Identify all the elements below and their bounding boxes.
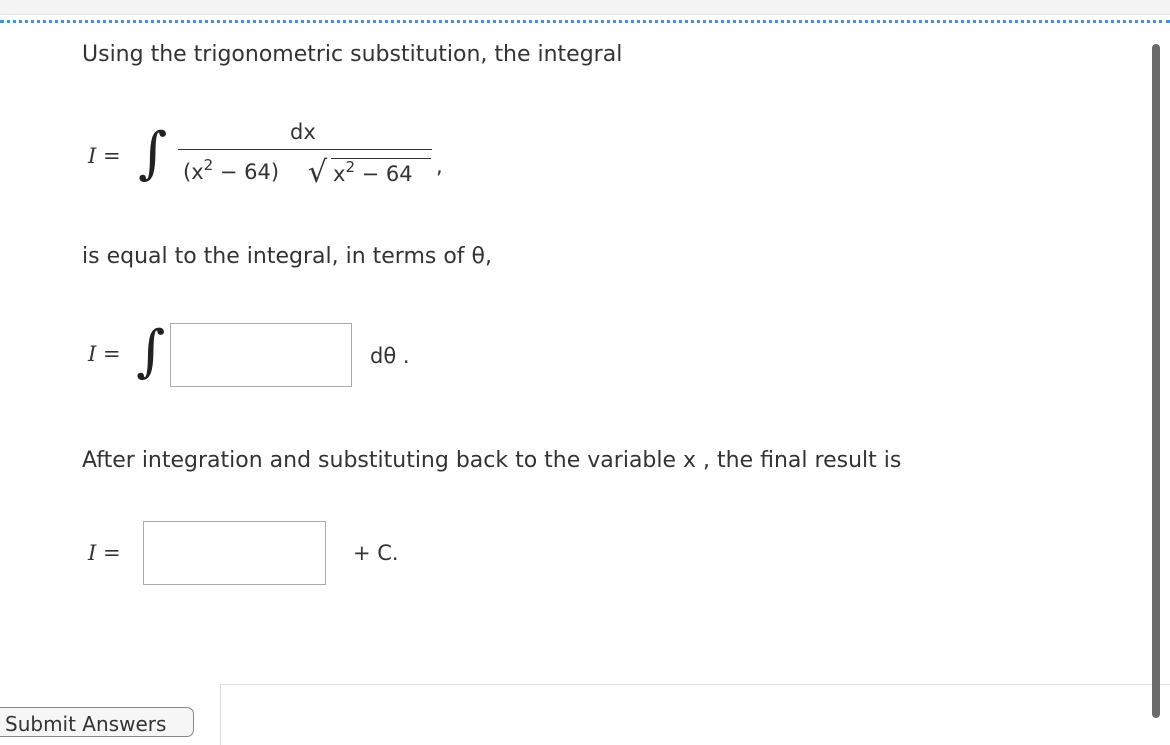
fraction-bar <box>178 149 432 150</box>
dotted-divider <box>0 20 1170 23</box>
sqrt-symbol: √ <box>308 155 328 190</box>
dtheta-suffix: dθ . <box>370 344 410 368</box>
top-toolbar-strip <box>0 0 1170 15</box>
theta-integrand-input[interactable] <box>170 323 352 387</box>
integral-label-1: I = <box>88 144 121 168</box>
feedback-panel <box>220 684 1170 745</box>
after-integration-text: After integration and substituting back to the variable x , the final result is <box>82 448 902 473</box>
integral-sign-2: ∫ <box>136 319 166 384</box>
integrand-numerator: dx <box>290 120 316 144</box>
integrand-denominator: $(x^2 - 64)$ <box>183 156 280 184</box>
trailing-comma: , <box>436 154 443 178</box>
scrollbar-thumb[interactable] <box>1152 44 1160 718</box>
integral-sign-1: ∫ <box>138 121 168 186</box>
submit-answers-button[interactable]: Submit Answers <box>0 707 194 737</box>
in-terms-of-theta-text: is equal to the integral, in terms of θ, <box>82 244 492 269</box>
final-result-input[interactable] <box>143 521 326 585</box>
sqrt-radicand: $x^2 - 64$ <box>333 158 413 186</box>
integral-label-3: I = <box>88 541 121 565</box>
plus-c-suffix: + C. <box>353 541 399 565</box>
problem-intro-text: Using the trigonometric substitution, the integral <box>82 42 623 67</box>
integral-label-2: I = <box>88 342 121 366</box>
